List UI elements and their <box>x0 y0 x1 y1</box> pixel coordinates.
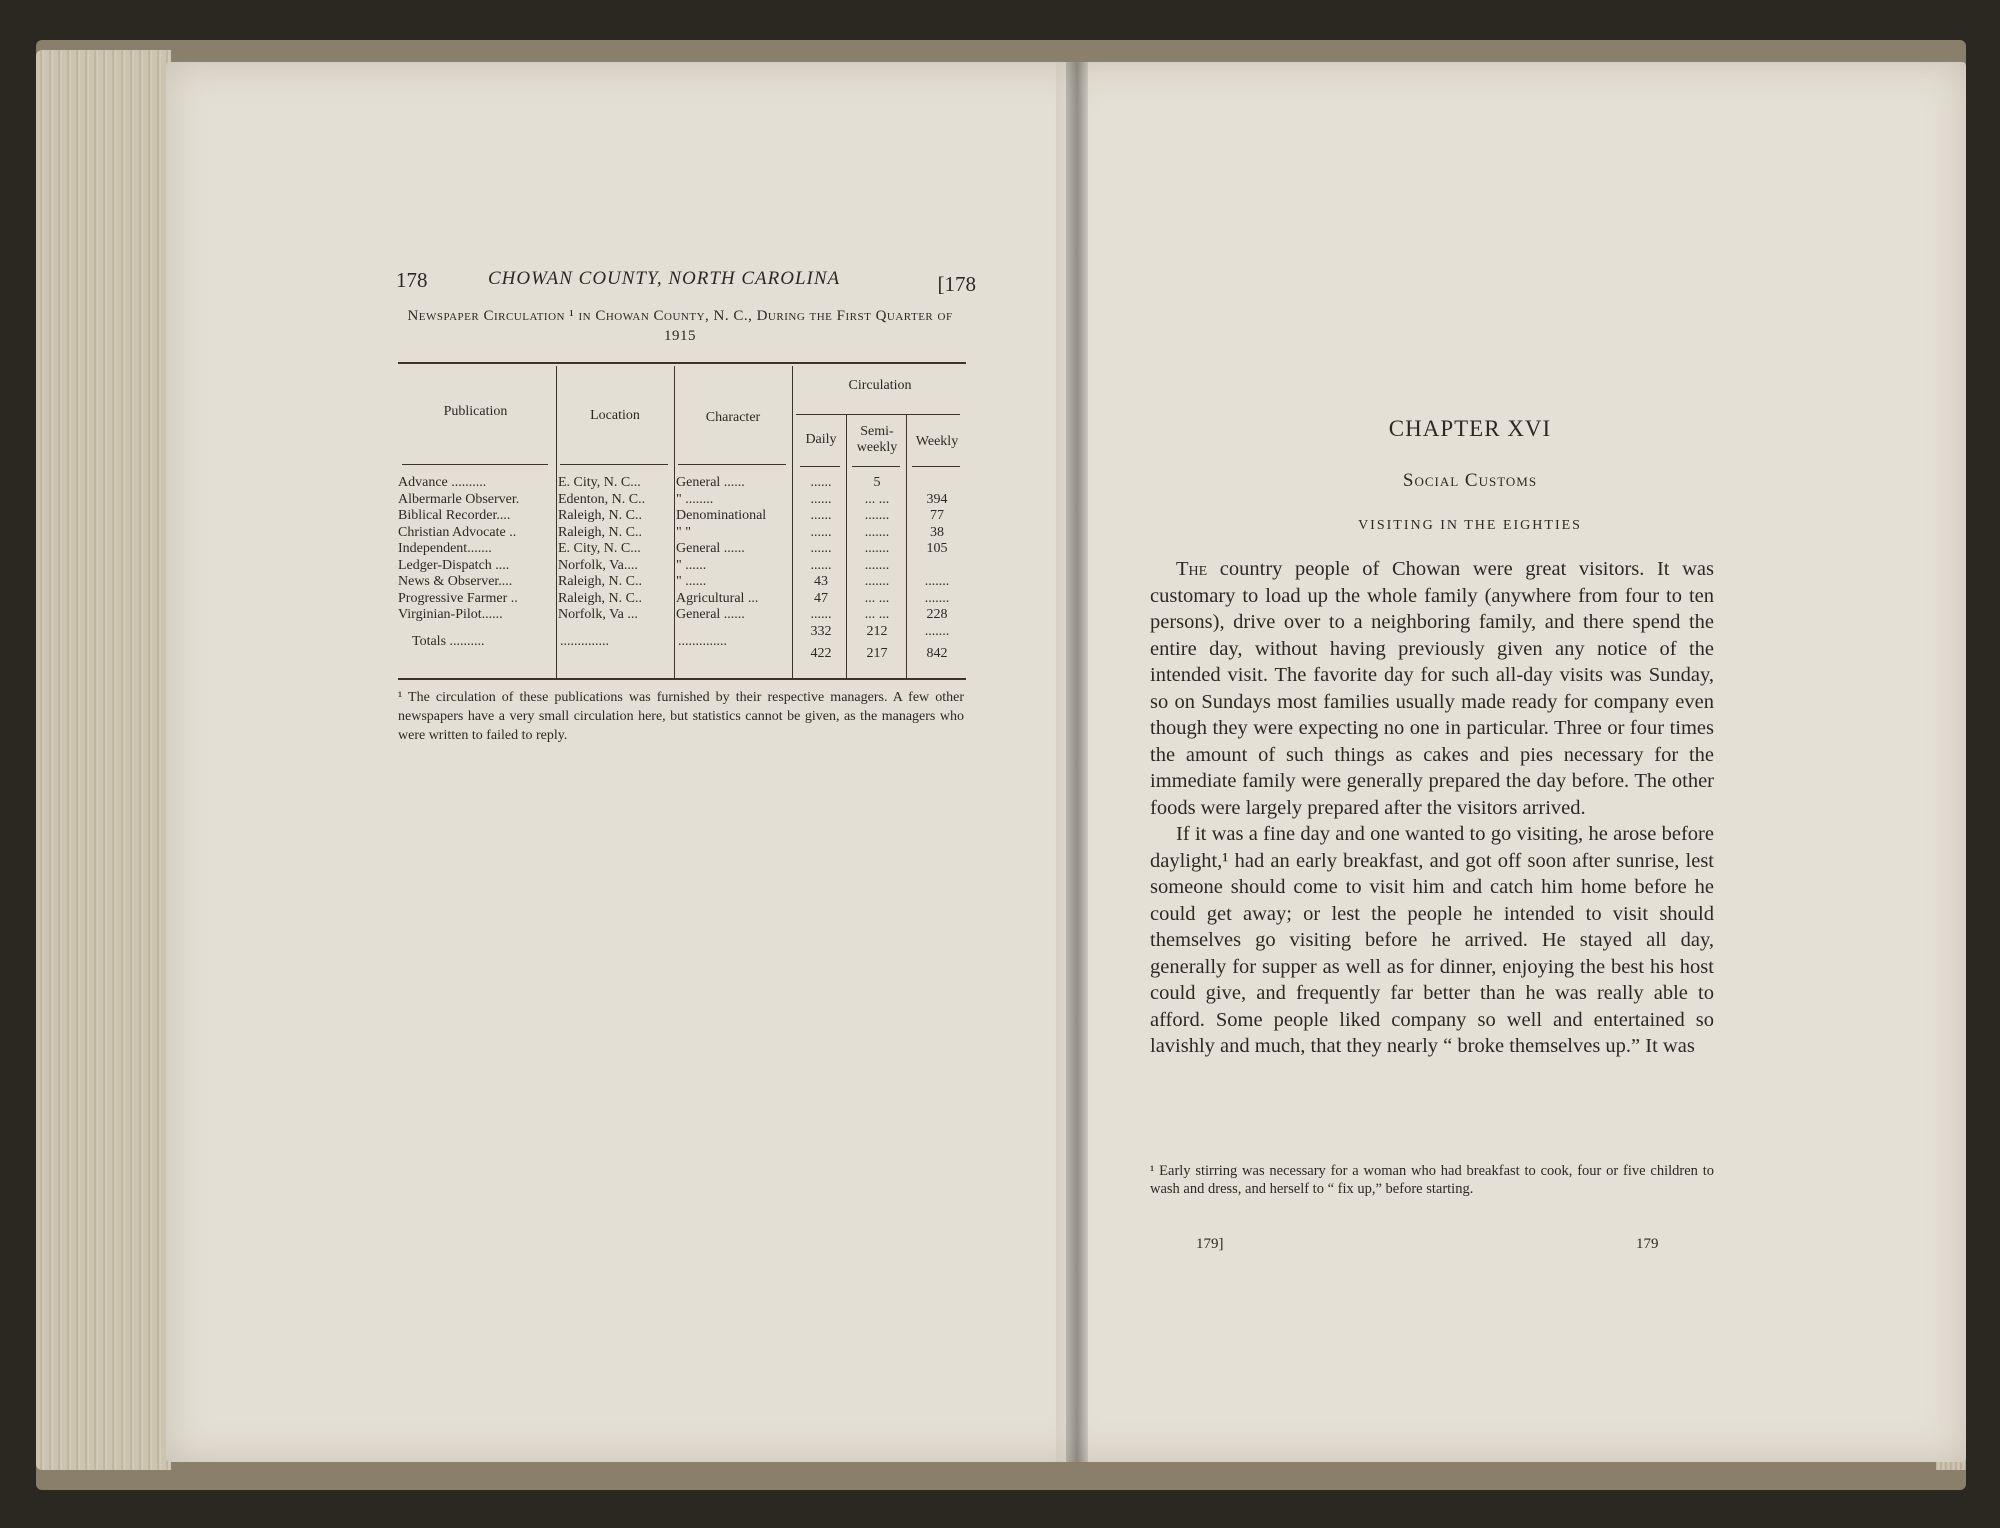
page-number: 178 <box>396 268 428 292</box>
header-character: Character <box>705 410 761 425</box>
paragraph-text: country people of Chowan were great visitors. It was customary to load up the whole family (anywhere from four to ten persons), drive over to a neighboring family, and there spend the entire day, without having previously given any notice of the intended visit. The favorite day for such all-day visits was Sunday, so on Sundays most families usually made ready for company even though they were expecting no one in particular. Three or four times the amount of such things as cakes and pies necessary for the immediate family were generally prepared the day before. The other foods were largely prepared after the visitors arrived. <box>1150 558 1714 819</box>
header-circulation: Circulation <box>848 378 912 393</box>
table-cell: Raleigh, N. C.. <box>558 590 642 606</box>
section-heading: Social Customs <box>1402 470 1538 491</box>
table-cell: ...... <box>810 491 832 507</box>
circulation-table <box>398 362 966 680</box>
table-cell: Independent....... <box>398 541 492 556</box>
table-cell: Raleigh, N. C.. <box>558 574 642 589</box>
table-cell: ...... <box>810 541 832 556</box>
table-cell: Denominational <box>676 508 767 523</box>
table-cell: Progressive Farmer .. <box>398 590 518 606</box>
table-cell: Virginian-Pilot...... <box>398 607 503 622</box>
totals-weekly-b: 842 <box>926 646 948 661</box>
table-cell: 77 <box>930 508 944 523</box>
table-cell: ...... <box>810 524 832 540</box>
table-cell: 47 <box>814 590 828 606</box>
table-divider <box>556 366 557 678</box>
totals-daily-b: 422 <box>810 646 832 661</box>
header-location: Location <box>590 408 640 423</box>
table-bottom-rule <box>398 678 966 680</box>
running-title: CHOWAN COUNTY, NORTH CAROLINA <box>488 268 841 289</box>
header-daily: Daily <box>805 432 837 447</box>
table-divider <box>906 414 907 678</box>
book-gutter <box>1066 62 1088 1462</box>
table-cell: 228 <box>926 607 948 622</box>
header-semi-weekly: Semi-weekly <box>856 424 898 455</box>
header-weekly: Weekly <box>915 434 959 449</box>
table-cell: General ...... <box>676 475 745 490</box>
weekly-column <box>908 474 966 623</box>
character-column <box>676 474 794 623</box>
body-text <box>1150 556 1714 1060</box>
header-rule <box>678 464 786 465</box>
folio-bracket: 179] <box>1196 1236 1224 1252</box>
page-edges-left <box>36 50 171 1470</box>
table-cell: Norfolk, Va.... <box>558 557 638 573</box>
table-cell: " " <box>676 524 691 540</box>
totals-daily-a: 332 <box>810 624 832 639</box>
location-column <box>558 474 676 623</box>
table-cell: Norfolk, Va ... <box>558 607 638 622</box>
table-cell: ....... <box>864 541 890 556</box>
table-cell: ... ... <box>864 607 890 622</box>
table-cell: ....... <box>864 574 890 589</box>
table-cell: 105 <box>926 541 948 556</box>
circulation-rule <box>796 414 960 415</box>
table-caption: Newspaper Circulation ¹ in Chowan County, N. C., During the First Quarter of 1915 <box>407 308 953 344</box>
table-cell: 5 <box>873 475 881 490</box>
table-cell: General ...... <box>676 541 745 556</box>
table-cell: General ...... <box>676 607 745 622</box>
table-cell: E. City, N. C... <box>558 541 641 556</box>
subheading: VISITING IN THE EIGHTIES <box>1358 518 1582 533</box>
table-cell: Edenton, N. C.. <box>558 491 646 507</box>
table-cell: " ........ <box>676 491 714 507</box>
paragraph <box>1150 556 1714 821</box>
table-cell: ... ... <box>864 590 890 606</box>
header-publication: Publication <box>443 404 508 419</box>
table-cell: Raleigh, N. C.. <box>558 508 642 523</box>
totals-weekly-a: ....... <box>924 624 950 639</box>
page-number-bracket: [178 <box>937 272 976 296</box>
table-cell: Christian Advocate .. <box>398 524 517 540</box>
table-cell: Ledger-Dispatch .... <box>398 557 510 573</box>
table-cell: ...... <box>810 508 832 523</box>
table-cell: Agricultural ... <box>676 590 759 606</box>
paragraph: If it was a fine day and one wanted to go visiting, he arose before daylight,¹ had an early breakfast, and got off soon after sunrise, lest someone should come to visit him and catch him home before he could get away; or lest the people he intended to visit should themselves go visiting before he arrived. He stayed all day, generally for supper as well as for dinner, enjoying the best his host could give, and frequently far better than he was really able to afford. Some people liked company so well and entertained so lavishly and much, that they nearly “ broke themselves up.” It was <box>1150 823 1714 1057</box>
header-rule <box>560 464 668 465</box>
lead-word: The <box>1176 558 1208 580</box>
header-rule <box>912 466 960 467</box>
totals-label: Totals .......... <box>412 634 485 649</box>
page-footnote: ¹ Early stirring was necessary for a woman who had breakfast to cook, four or five children to wash and dress, and herself to “ fix up,” before starting. <box>1150 1163 1714 1197</box>
table-cell: Albermarle Observer. <box>398 491 520 507</box>
totals-character: .............. <box>678 634 727 649</box>
semi-weekly-column <box>850 474 904 623</box>
table-cell: Advance .......... <box>398 475 487 490</box>
table-cell <box>908 474 966 491</box>
header-rule <box>402 464 548 465</box>
table-footnote: ¹ The circulation of these publications was furnished by their respective managers. A few other newspapers have a very small circulation here, but statistics cannot be given, as the managers who were written to failed to reply. <box>398 690 964 743</box>
chapter-heading: CHAPTER XVI <box>1388 416 1552 441</box>
table-top-rule <box>398 362 966 364</box>
table-cell: ....... <box>864 524 890 540</box>
table-cell: 43 <box>814 574 828 589</box>
table-cell: 38 <box>930 524 944 540</box>
table-cell: ....... <box>864 557 890 573</box>
publication-column <box>398 474 548 623</box>
table-cell: ...... <box>810 607 832 622</box>
totals-location: .............. <box>560 634 609 649</box>
table-cell: ...... <box>810 475 832 490</box>
table-cell: Raleigh, N. C.. <box>558 524 642 540</box>
table-cell: News & Observer.... <box>398 574 513 589</box>
daily-column <box>796 474 846 623</box>
table-cell: ... ... <box>864 491 890 507</box>
table-cell: ....... <box>924 574 950 589</box>
totals-semi-a: 212 <box>866 624 888 639</box>
table-cell: " ...... <box>676 574 707 589</box>
header-rule <box>852 466 900 467</box>
folio-number: 179 <box>1636 1236 1659 1252</box>
header-rule <box>800 466 840 467</box>
table-cell: Biblical Recorder.... <box>398 508 511 523</box>
table-divider <box>846 414 847 678</box>
table-cell: 394 <box>926 491 948 507</box>
table-cell: ....... <box>924 590 950 606</box>
totals-semi-b: 217 <box>866 646 888 661</box>
table-cell: ....... <box>864 508 890 523</box>
table-cell <box>908 557 966 574</box>
table-cell: " ...... <box>676 557 707 573</box>
table-cell: ...... <box>810 557 832 573</box>
table-cell: E. City, N. C... <box>558 475 641 490</box>
